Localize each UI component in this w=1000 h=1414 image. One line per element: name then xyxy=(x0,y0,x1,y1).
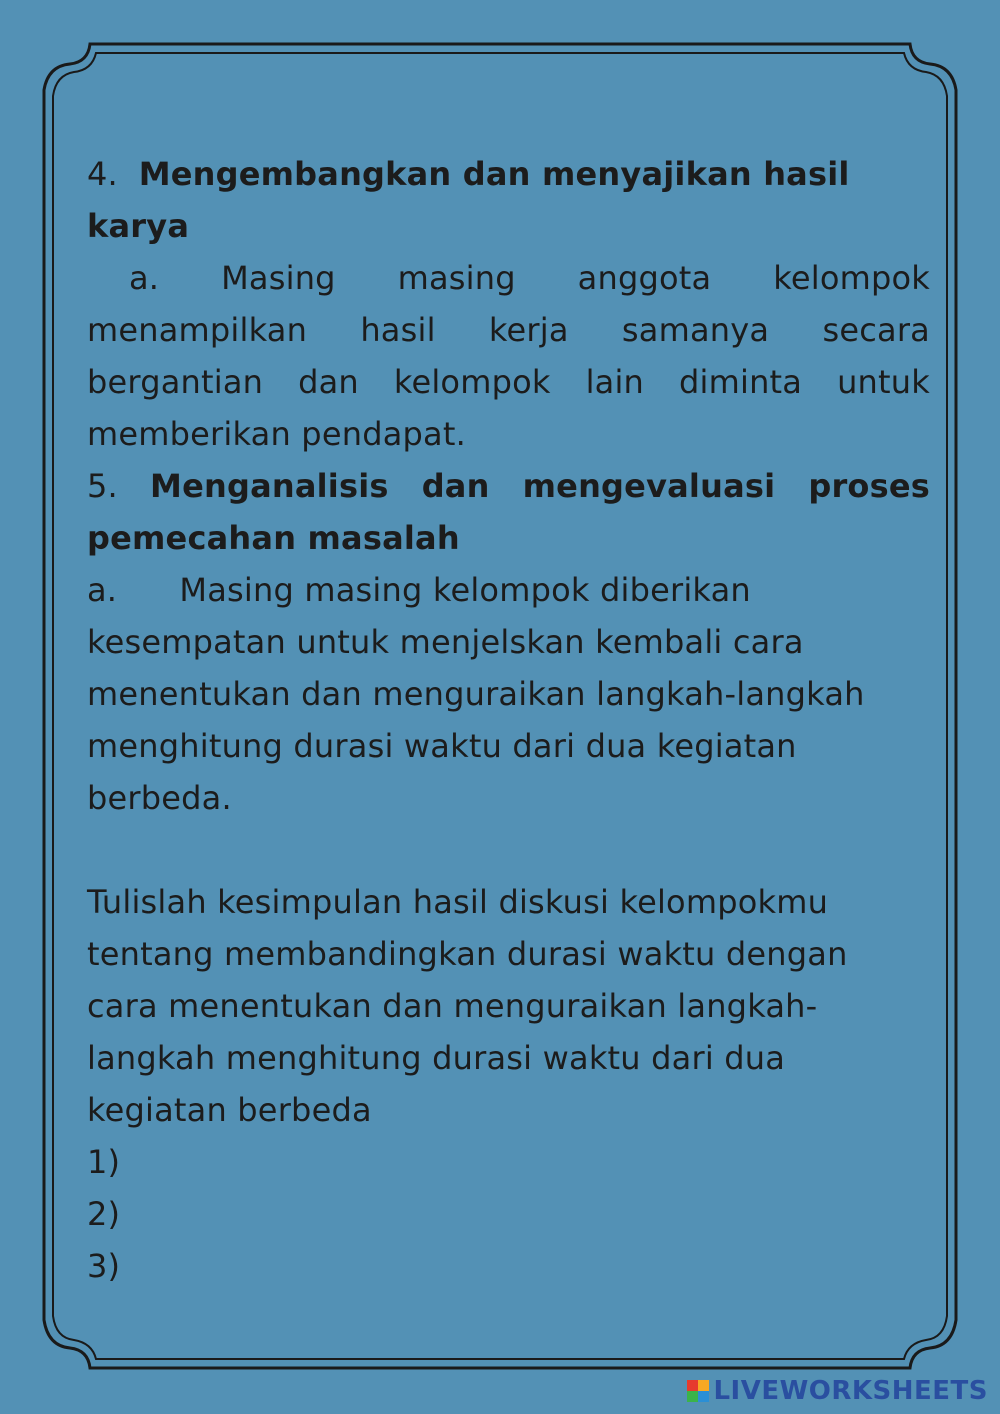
text-line: menentukan dan menguraikan langkah-langkah xyxy=(87,675,865,713)
text-line: menampilkan hasil kerja samanya secara xyxy=(87,311,930,349)
section-heading: Mengembangkan dan menyajikan hasil xyxy=(138,155,850,193)
text-line: berbeda. xyxy=(87,779,232,817)
text-line: langkah menghitung durasi waktu dari dua xyxy=(87,1039,786,1077)
text-line xyxy=(87,460,930,512)
text-line: kegiatan berbeda xyxy=(87,1091,372,1129)
text-line: pemecahan masalah xyxy=(87,519,460,557)
liveworksheets-watermark xyxy=(687,1376,988,1406)
section-number: 4. xyxy=(87,155,139,193)
text-line: memberikan pendapat. xyxy=(87,415,466,453)
blank-line xyxy=(87,824,930,876)
text-line: bergantian dan kelompok lain diminta untuk xyxy=(87,363,930,401)
logo-square-red xyxy=(687,1380,698,1391)
text-line: a. Masing masing anggota kelompok xyxy=(129,259,930,297)
text-line: Tulislah kesimpulan hasil diskusi kelompokmu xyxy=(87,883,829,921)
section-heading: Menganalisis dan mengevaluasi proses xyxy=(150,467,931,505)
text-line: kesempatan untuk menjelskan kembali cara xyxy=(87,623,804,661)
text-line: menghitung durasi waktu dari dua kegiatan xyxy=(87,727,797,765)
logo-square-green xyxy=(687,1391,698,1402)
text-line xyxy=(87,148,930,200)
text-line: 3) xyxy=(87,1247,121,1285)
text-line: tentang membandingkan durasi waktu dengan xyxy=(87,935,848,973)
text-line: karya xyxy=(87,207,190,245)
text-line: 2) xyxy=(87,1195,121,1233)
section-number: 5. xyxy=(87,467,151,505)
text-line: cara menentukan dan menguraikan langkah- xyxy=(87,987,818,1025)
watermark-text: LIVEWORKSHEETS xyxy=(713,1376,988,1406)
text-line: 1) xyxy=(87,1143,121,1181)
logo-square-orange xyxy=(698,1380,709,1391)
logo-square-blue xyxy=(698,1391,709,1402)
liveworksheets-logo-icon xyxy=(687,1380,709,1402)
document-body xyxy=(87,148,930,1292)
text-line: a. Masing masing kelompok diberikan xyxy=(87,571,751,609)
